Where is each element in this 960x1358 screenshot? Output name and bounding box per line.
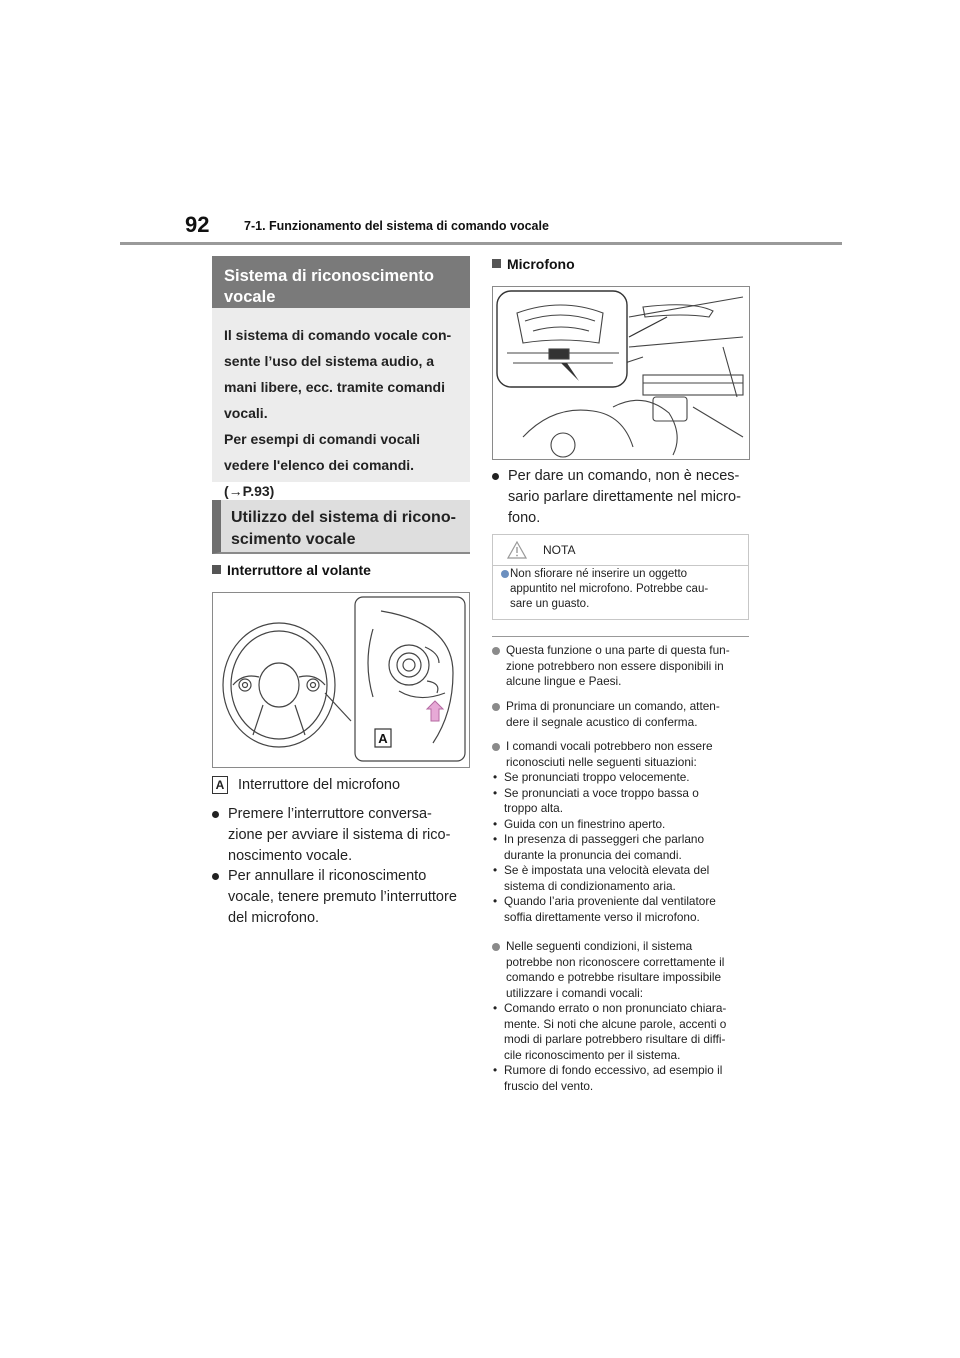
heading-sistema: [212, 256, 470, 308]
page-number: 92: [185, 212, 210, 237]
heading-utilizzo-line2: scimento vocale: [231, 531, 356, 548]
bullet-line: Premere l’interruttore conversa-: [228, 806, 432, 822]
info-sub-item: • Comando errato o non pronunciato chiara- mente. Si noti che alcune parole, accenti o modi di parlare potrebbero risultare di diffi- cile riconoscimento per il sistema.: [492, 1001, 752, 1063]
bullet-dot-icon: [212, 811, 219, 818]
info-note: [506, 739, 752, 925]
info-line: potrebbe non riconoscere correttamente il: [506, 954, 725, 969]
bullet-line: vocale, tenere premuto l’interruttore: [228, 889, 457, 905]
info-line: zione potrebbero non essere disponibili in: [506, 658, 724, 673]
info-line: Questa funzione o una parte di questa fun-: [506, 643, 730, 657]
square-bullet-icon: [212, 565, 221, 574]
subhead-microfono: [492, 256, 575, 272]
intro-ref-link[interactable]: (→P.93): [224, 483, 275, 499]
bullet-dot-icon: [492, 473, 499, 480]
header-rule: [120, 242, 842, 245]
bullet-line: del microfono.: [228, 910, 320, 926]
info-sub-item: • Guida con un finestrino aperto.: [492, 817, 752, 833]
pink-arrow-icon: [427, 701, 443, 721]
bullet-line: sario parlare direttamente nel micro-: [508, 489, 741, 505]
heading-utilizzo-line1: Utilizzo del sistema di ricono-: [231, 509, 456, 526]
nota-line: Non sfiorare né inserire un oggetto: [510, 568, 688, 580]
bullet-item: [228, 866, 468, 929]
nota-box: [492, 534, 749, 620]
info-note: [506, 939, 752, 1094]
bullet-line: Per annullare il riconoscimento: [228, 868, 427, 884]
info-line: riconosciuti nelle seguenti situazioni:: [506, 754, 697, 769]
info-note: [506, 643, 752, 690]
callout-caption: [212, 776, 400, 794]
subhead-microfono-text: Microfono: [507, 256, 575, 272]
bullet-dot-icon: [212, 873, 219, 880]
info-sub-item: • In presenza di passeggeri che parlano durante la pronuncia dei comandi.: [492, 832, 752, 863]
info-line: dere il segnale acustico di conferma.: [506, 714, 698, 729]
bullet-line: fono.: [508, 510, 541, 526]
info-line: Prima di pronunciare un comando, atten-: [506, 699, 720, 713]
intro-box: [212, 308, 470, 499]
bullet-item: [228, 804, 468, 867]
heading-sistema-text: Sistema di riconoscimento vocale: [224, 267, 434, 306]
info-sub-item: • Se è impostata una velocità elevata del sistema di condizionamento aria.: [492, 863, 752, 894]
callout-a-letter: A: [378, 731, 388, 746]
info-dot-icon: [492, 943, 500, 951]
square-bullet-icon: [492, 259, 501, 268]
info-line: I comandi vocali potrebbero non essere: [506, 739, 713, 753]
steering-wheel-figure: [212, 592, 470, 768]
nota-dot-icon: [501, 570, 509, 578]
microphone-illustration: [493, 287, 749, 459]
intro-line: Il sistema di comando vocale con-: [224, 327, 452, 343]
info-sub-item: • Se pronunciati troppo velocemente.: [492, 770, 752, 786]
info-sub-item: • Se pronunciati a voce troppo bassa o troppo alta.: [492, 786, 752, 817]
warning-triangle-icon: [507, 541, 527, 559]
subhead-interruttore-text: Interruttore al volante: [227, 562, 371, 578]
heading-utilizzo: [212, 500, 470, 554]
info-line: alcune lingue e Paesi.: [506, 674, 622, 688]
info-line: comando e potrebbe risultare impossibile: [506, 970, 722, 984]
nota-line: sare un guasto.: [510, 598, 590, 610]
subhead-interruttore: [212, 562, 371, 578]
notes-rule: [492, 636, 749, 637]
intro-line: vocali.: [224, 405, 268, 421]
info-sub-item: • Quando l’aria proveniente dal ventilatore soffia direttamente verso il microfono.: [492, 894, 752, 925]
info-line: Nelle seguenti condizioni, il sistema: [506, 939, 693, 953]
intro-line: mani libere, ecc. tramite comandi: [224, 379, 445, 395]
bullet-line: noscimento vocale.: [228, 848, 353, 864]
info-sub-item: • Rumore di fondo eccessivo, ad esempio il fruscio del vento.: [492, 1063, 752, 1094]
intro-line: vedere l'elenco dei comandi.: [224, 457, 415, 473]
callout-caption-text: Interruttore del microfono: [238, 777, 401, 793]
bullet-line: zione per avviare il sistema di rico-: [228, 827, 451, 843]
info-dot-icon: [492, 703, 500, 711]
intro-line: sente l’uso del sistema audio, a: [224, 353, 435, 369]
info-note: [506, 699, 752, 730]
intro-line: Per esempi di comandi vocali: [224, 431, 421, 447]
nota-title: NOTA: [543, 543, 576, 557]
microphone-figure: [492, 286, 750, 460]
section-title: 7-1. Funzionamento del sistema di comando vocale: [244, 219, 549, 233]
callout-label-box: A: [212, 776, 228, 794]
steering-wheel-illustration: [213, 593, 469, 767]
nota-item: [510, 567, 742, 612]
bullet-item: [508, 466, 758, 529]
info-dot-icon: [492, 743, 500, 751]
info-line: utilizzare i comandi vocali:: [506, 985, 644, 1000]
nota-line: appuntito nel microfono. Potrebbe cau-: [510, 583, 709, 595]
info-dot-icon: [492, 647, 500, 655]
bullet-line: Per dare un comando, non è neces-: [508, 468, 740, 484]
nota-header: [493, 535, 748, 566]
